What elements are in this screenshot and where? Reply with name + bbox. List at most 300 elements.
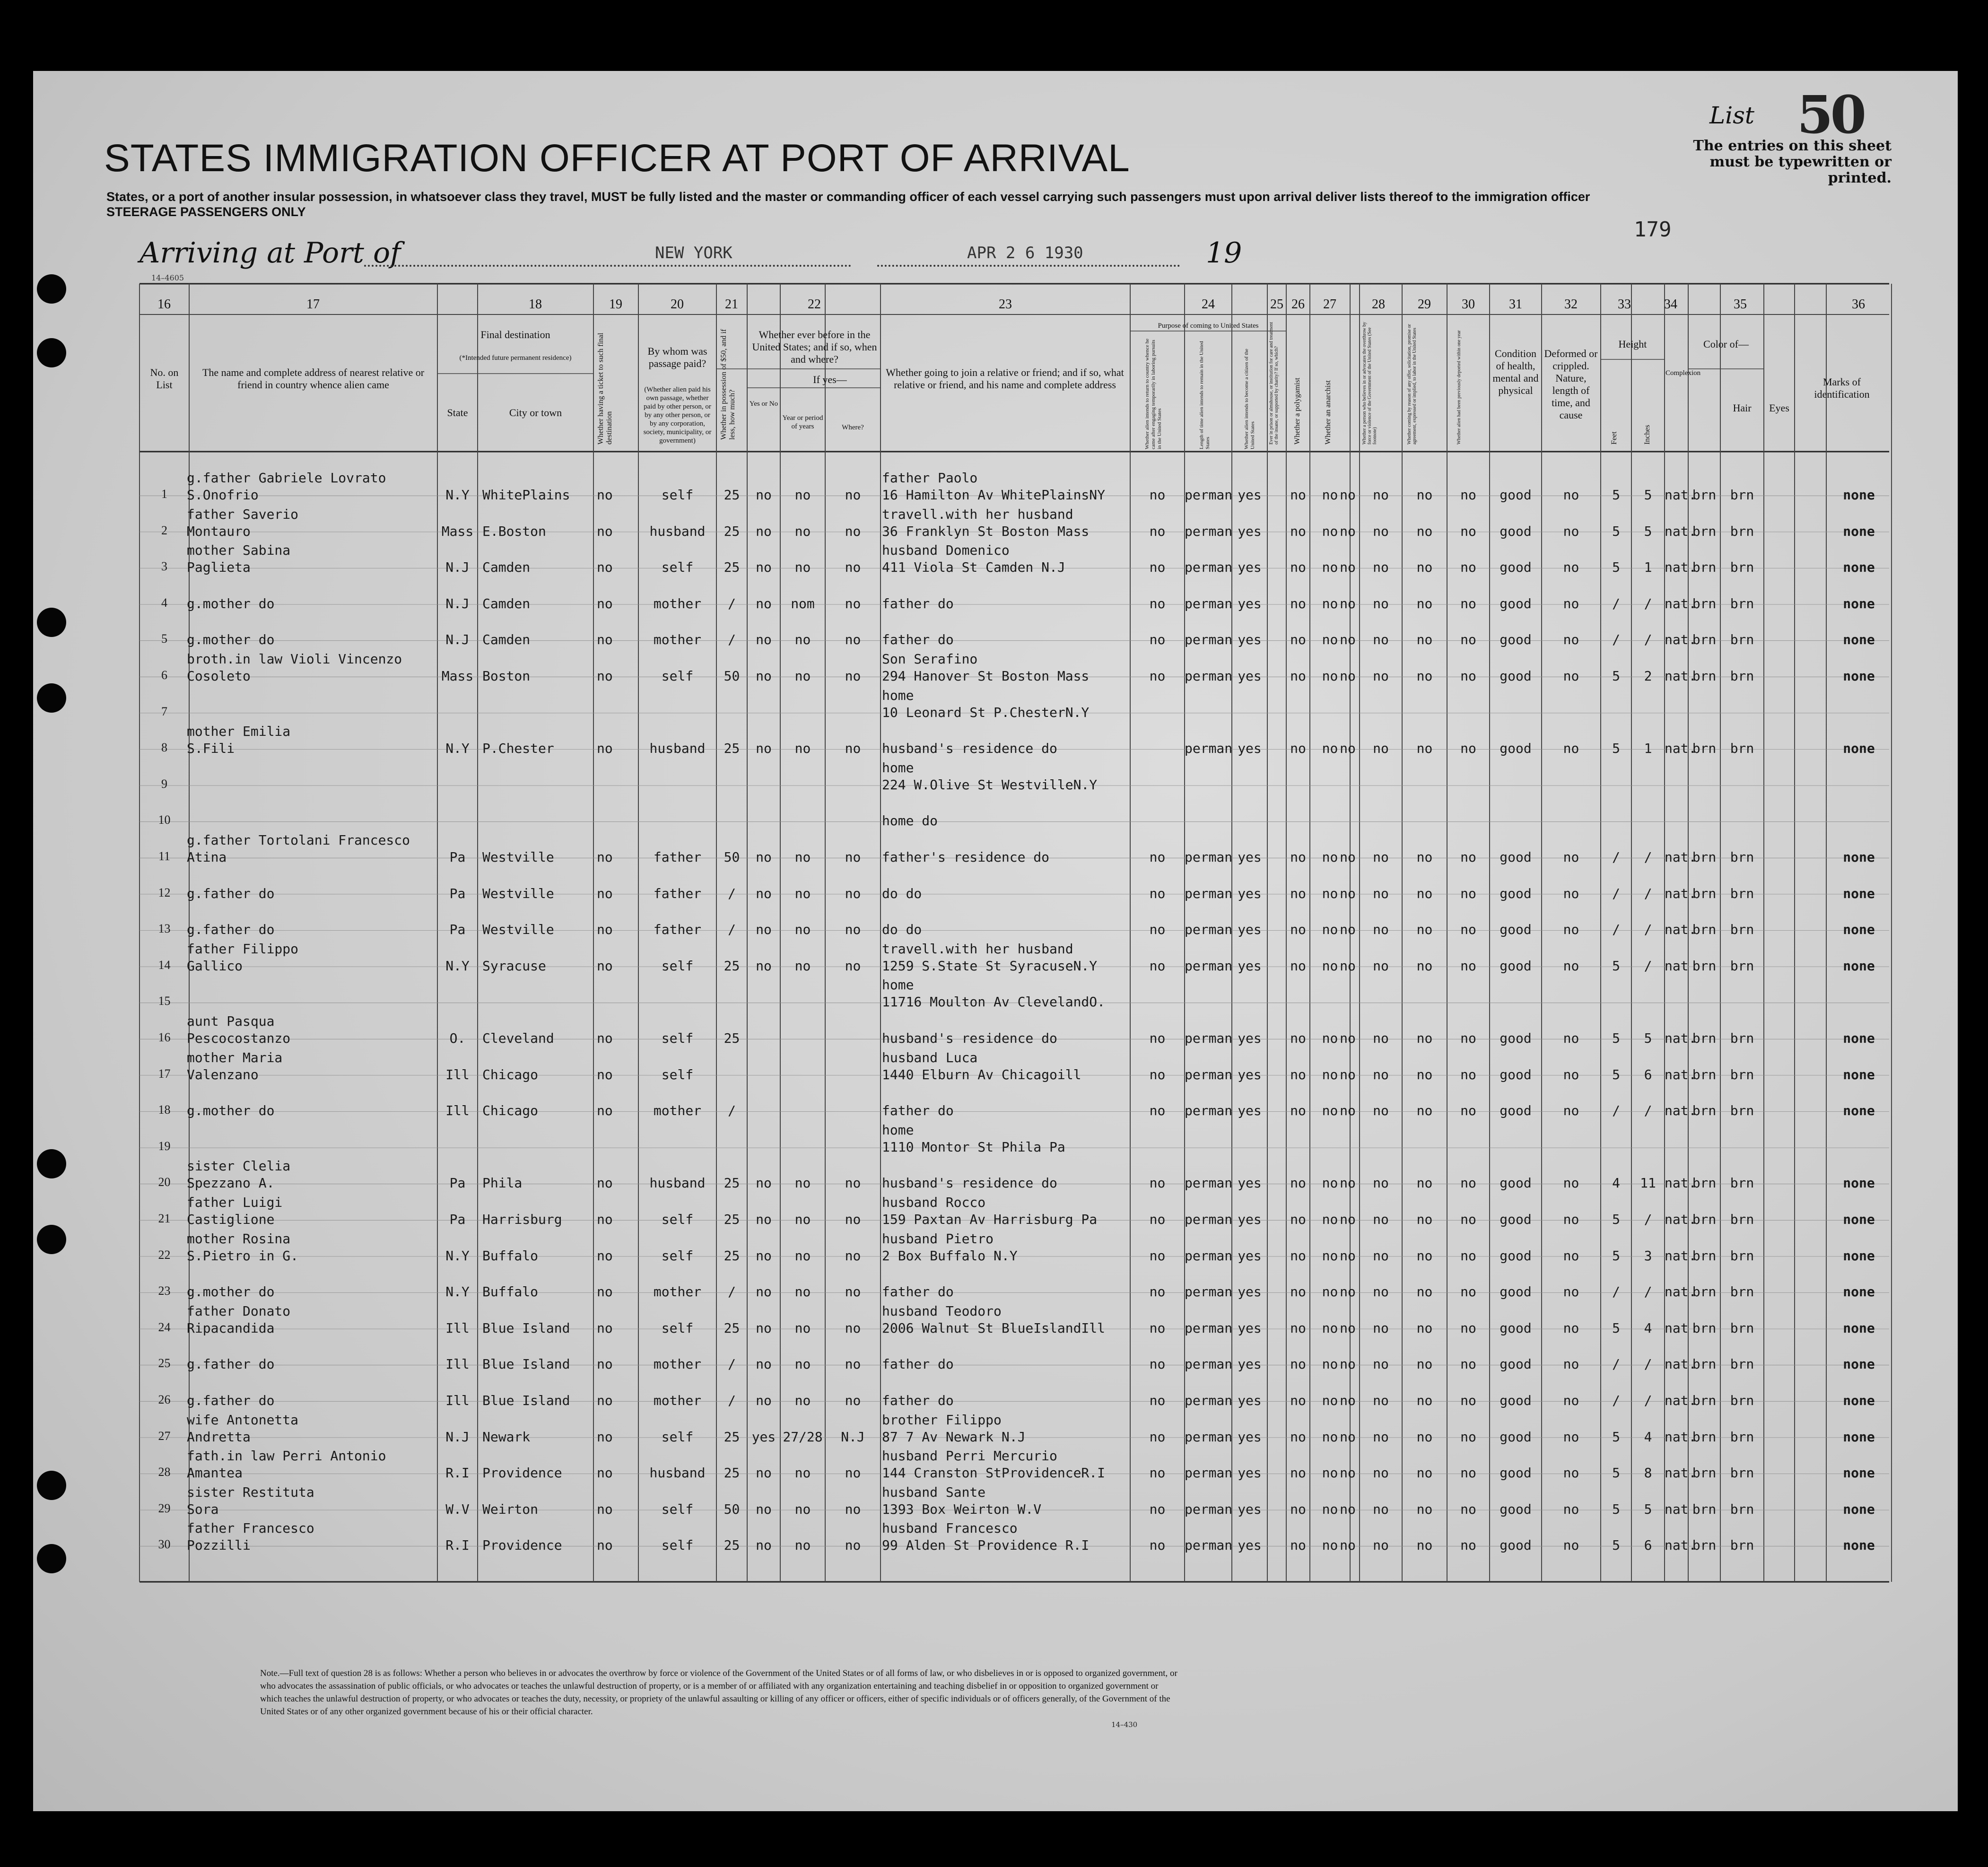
- hair-cell: brn: [1692, 1501, 1717, 1517]
- inches-cell: /: [1644, 849, 1652, 865]
- marks-cell: none: [1843, 1320, 1875, 1336]
- row-number: 17: [158, 1066, 171, 1081]
- inches-cell: /: [1644, 595, 1652, 611]
- marks-cell: none: [1843, 1284, 1875, 1300]
- before-cell: no: [756, 741, 772, 757]
- deformed-cell: no: [1563, 1248, 1579, 1264]
- anarchist-cell: no: [1340, 1393, 1356, 1408]
- paid-cell: self: [661, 1537, 694, 1553]
- money-cell: 25: [724, 1465, 740, 1481]
- health-cell: good: [1500, 1429, 1532, 1445]
- column-number: 29: [1418, 297, 1431, 312]
- where-cell: no: [845, 885, 861, 901]
- relative-line2: g.mother do: [187, 632, 275, 648]
- paid-cell: father: [653, 885, 702, 901]
- column-number: 36: [1852, 297, 1865, 312]
- city-cell: Cleveland: [482, 1030, 554, 1046]
- col28-cell: no: [1373, 1393, 1389, 1408]
- col25-cell: no: [1290, 523, 1306, 539]
- city-cell: Camden: [482, 632, 531, 648]
- ticket-cell: no: [597, 741, 613, 757]
- eyes-cell: brn: [1730, 1465, 1754, 1481]
- column-number: 30: [1462, 297, 1475, 312]
- arriving-label: Arriving at Port of: [140, 236, 401, 270]
- feet-cell: 5: [1612, 1429, 1620, 1445]
- length-cell: perman: [1185, 632, 1233, 648]
- citizen-cell: yes: [1238, 922, 1262, 938]
- feet-cell: /: [1612, 849, 1620, 865]
- health-cell: good: [1500, 1356, 1532, 1372]
- city-header: City or town: [509, 407, 562, 419]
- health-cell: good: [1500, 1501, 1532, 1517]
- form-number: 14–4605: [151, 273, 184, 282]
- length-cell: perman: [1185, 1066, 1233, 1082]
- col28-cell: no: [1373, 1501, 1389, 1517]
- years-cell: no: [794, 632, 811, 648]
- years-cell: no: [794, 1212, 811, 1227]
- complexion-cell: nat.: [1665, 487, 1697, 503]
- col30-cell: no: [1460, 1066, 1476, 1082]
- polygamist-cell: no: [1322, 668, 1338, 684]
- anarchist-cell: no: [1340, 487, 1356, 503]
- city-cell: Harrisburg: [482, 1212, 562, 1227]
- temp-cell: no: [1149, 1393, 1166, 1408]
- relative-line1: mother Maria: [187, 1049, 283, 1065]
- paid-cell: self: [661, 1429, 694, 1445]
- years-cell: no: [794, 523, 811, 539]
- col30-cell: no: [1460, 487, 1476, 503]
- eyes-cell: brn: [1730, 632, 1754, 648]
- col25-cell: no: [1290, 1030, 1306, 1046]
- polygamist-cell: no: [1322, 523, 1338, 539]
- city-cell: Blue Island: [482, 1393, 570, 1408]
- anarchist-cell: no: [1340, 1066, 1356, 1082]
- inches-cell: 2: [1644, 668, 1652, 684]
- join-line2: father do: [882, 1393, 954, 1408]
- purpose-a-header: Whether alien intends to return to country whence he came after engaging temporarily in laboring pursuits in the United States: [1144, 339, 1162, 449]
- col28-cell: no: [1373, 1066, 1389, 1082]
- join-line2: father do: [882, 1103, 954, 1119]
- relative-line1: aunt Pasqua: [187, 1013, 275, 1029]
- paid-cell: self: [661, 1030, 694, 1046]
- health-cell: good: [1500, 595, 1532, 611]
- height-header: Height: [1618, 338, 1647, 350]
- join-line2: 10 Leonard St P.ChesterN.Y: [882, 704, 1090, 720]
- complexion-cell: nat.: [1665, 668, 1697, 684]
- where-cell: no: [845, 523, 861, 539]
- ticket-cell: no: [597, 958, 613, 974]
- citizen-cell: yes: [1238, 487, 1262, 503]
- complexion-cell: nat: [1665, 958, 1689, 974]
- money-cell: 25: [724, 523, 740, 539]
- ticket-cell: no: [597, 1030, 613, 1046]
- row-number: 8: [161, 741, 167, 755]
- feet-cell: /: [1612, 1356, 1620, 1372]
- polygamist-cell: no: [1322, 922, 1338, 938]
- page-title: STATES IMMIGRATION OFFICER AT PORT OF ARRIVAL: [104, 137, 1130, 180]
- yes-no-header: Yes or No: [749, 400, 778, 408]
- hair-cell: brn: [1692, 885, 1717, 901]
- col25-cell: no: [1290, 1175, 1306, 1191]
- anarchist-cell: no: [1340, 1175, 1356, 1191]
- health-cell: good: [1500, 922, 1532, 938]
- paid-cell: self: [661, 1248, 694, 1264]
- state-cell: W.V: [445, 1501, 470, 1517]
- hair-cell: brn: [1692, 741, 1717, 757]
- anarchist-cell: no: [1340, 922, 1356, 938]
- health-cell: good: [1500, 958, 1532, 974]
- hair-cell: brn: [1692, 1465, 1717, 1481]
- deformed-cell: no: [1563, 1284, 1579, 1300]
- inches-header: Inches: [1643, 425, 1651, 445]
- hair-cell: brn: [1692, 559, 1717, 576]
- col25-cell: no: [1290, 1356, 1306, 1372]
- where-header: Where?: [842, 424, 864, 431]
- health-cell: good: [1500, 1320, 1532, 1336]
- anarchist-cell: no: [1340, 668, 1356, 684]
- state-cell: Pa: [449, 885, 466, 901]
- inches-cell: 5: [1644, 523, 1652, 539]
- join-line1: travell.with her husband: [882, 506, 1073, 522]
- state-cell: Pa: [449, 849, 466, 865]
- state-cell: Mass: [441, 668, 474, 684]
- relative-line2: Valenzano: [187, 1066, 259, 1082]
- feet-cell: 5: [1612, 1248, 1620, 1264]
- health-cell: good: [1500, 632, 1532, 648]
- health-header: Condition of health, mental and physical: [1492, 348, 1539, 396]
- col30-cell: no: [1460, 1212, 1476, 1227]
- complexion-cell: nat.: [1665, 885, 1697, 901]
- length-cell: perman: [1185, 1175, 1233, 1191]
- col28-cell: no: [1373, 1212, 1389, 1227]
- join-line2: 16 Hamilton Av WhitePlainsNY: [882, 487, 1106, 503]
- relative-line2: S.Fili: [187, 741, 235, 757]
- temp-cell: no: [1149, 1030, 1166, 1046]
- relative-line1: g.father Tortolani Francesco: [187, 832, 410, 848]
- feet-cell: 5: [1612, 958, 1620, 974]
- relative-line2: Montauro: [187, 523, 251, 539]
- col30-cell: no: [1460, 559, 1476, 576]
- polygamist-cell: no: [1322, 885, 1338, 901]
- row-number: 15: [158, 994, 171, 1008]
- col25-cell: no: [1290, 1066, 1306, 1082]
- relative-line2: Andretta: [187, 1429, 251, 1445]
- temp-cell: no: [1149, 1356, 1166, 1372]
- feet-cell: 5: [1612, 523, 1620, 539]
- arrival-date: APR 2 6 1930: [967, 244, 1083, 262]
- year-period-header: Year or period of years: [782, 414, 823, 430]
- anarchist-cell: no: [1340, 595, 1356, 611]
- paid-cell: mother: [653, 632, 702, 648]
- deformed-cell: no: [1563, 885, 1579, 901]
- ticket-header: Whether having a ticket to such final destination: [597, 332, 613, 445]
- eyes-cell: brn: [1730, 668, 1754, 684]
- list-note: The entries on this sheet must be typewritten or printed.: [1693, 138, 1892, 186]
- relative-line1: broth.in law Violi Vincenzo: [187, 651, 402, 667]
- col30-cell: no: [1460, 1501, 1476, 1517]
- column-number: 33: [1618, 297, 1631, 312]
- feet-cell: 4: [1612, 1175, 1620, 1191]
- row-number: 28: [158, 1465, 171, 1479]
- hair-header: Hair: [1733, 402, 1752, 414]
- col25-cell: no: [1290, 741, 1306, 757]
- relative-line2: S.Onofrio: [187, 487, 259, 503]
- city-cell: Buffalo: [482, 1248, 539, 1264]
- row-number: 5: [161, 632, 167, 646]
- deformed-header: Deformed or crippled. Nature, length of time, and cause: [1544, 348, 1598, 421]
- complexion-cell: nat.: [1665, 559, 1697, 576]
- before-cell: no: [756, 958, 772, 974]
- row-number: 2: [161, 523, 167, 537]
- col29-cell: no: [1416, 487, 1433, 503]
- before-cell: no: [756, 1393, 772, 1408]
- complexion-cell: nat.: [1665, 1030, 1697, 1046]
- anarchist-cell: no: [1340, 632, 1356, 648]
- years-cell: no: [794, 1356, 811, 1372]
- marks-cell: none: [1843, 741, 1875, 757]
- anarchist-cell: no: [1340, 1212, 1356, 1227]
- temp-cell: no: [1149, 1066, 1166, 1082]
- feet-cell: 5: [1612, 1212, 1620, 1227]
- col29-cell: no: [1416, 1175, 1433, 1191]
- hair-cell: brn: [1692, 1212, 1717, 1227]
- complexion-cell: nat: [1665, 1501, 1689, 1517]
- join-line2: husband's residence do: [882, 1030, 1057, 1046]
- years-cell: nom: [791, 595, 815, 611]
- where-cell: no: [845, 1320, 861, 1336]
- where-cell: no: [845, 595, 861, 611]
- col28-cell: no: [1373, 487, 1389, 503]
- where-cell: no: [845, 632, 861, 648]
- joining-header: Whether going to join a relative or friend; and if so, what relative or friend, and his name and complete address: [886, 366, 1124, 391]
- health-cell: good: [1500, 1393, 1532, 1408]
- temp-cell: no: [1149, 1429, 1166, 1445]
- col30-cell: no: [1460, 922, 1476, 938]
- deformed-cell: no: [1563, 632, 1579, 648]
- ticket-cell: no: [597, 1066, 613, 1082]
- col30-cell: no: [1460, 1175, 1476, 1191]
- health-cell: good: [1500, 885, 1532, 901]
- marks-cell: none: [1843, 559, 1875, 576]
- deformed-cell: no: [1563, 1501, 1579, 1517]
- money-cell: 50: [724, 1501, 740, 1517]
- inches-cell: /: [1644, 1103, 1652, 1119]
- join-line1: father Paolo: [882, 470, 978, 486]
- state-cell: Ill: [445, 1320, 470, 1336]
- years-cell: no: [794, 1320, 811, 1336]
- col25-cell: no: [1290, 632, 1306, 648]
- marks-cell: none: [1843, 487, 1875, 503]
- join-line2: father do: [882, 1356, 954, 1372]
- col28-header: Whether a person who believes in or advocates the overthrow by force or violence of the Government of the United States (See footnote): [1362, 322, 1378, 445]
- temp-cell: no: [1149, 595, 1166, 611]
- relative-line1: father Luigi: [187, 1195, 283, 1210]
- anarchist-cell: no: [1340, 1284, 1356, 1300]
- purpose-header: Purpose of coming to United States: [1158, 322, 1259, 330]
- feet-cell: 5: [1612, 487, 1620, 503]
- complexion-cell: nat.: [1665, 922, 1697, 938]
- state-cell: Mass: [441, 523, 474, 539]
- money-cell: /: [728, 1284, 736, 1300]
- relative-line2: Atina: [187, 849, 227, 865]
- anarchist-cell: no: [1340, 1030, 1356, 1046]
- paid-cell: self: [661, 958, 694, 974]
- length-cell: perman: [1185, 668, 1233, 684]
- polygamist-cell: no: [1322, 1393, 1338, 1408]
- anarchist-cell: no: [1340, 958, 1356, 974]
- inches-cell: 6: [1644, 1537, 1652, 1553]
- col28-cell: no: [1373, 1356, 1389, 1372]
- money-cell: 25: [724, 1030, 740, 1046]
- feet-cell: /: [1612, 595, 1620, 611]
- ticket-cell: no: [597, 1393, 613, 1408]
- list-label: List: [1709, 102, 1754, 129]
- relative-line2: Ripacandida: [187, 1320, 275, 1336]
- paid-cell: husband: [649, 1465, 706, 1481]
- before-cell: no: [756, 1212, 772, 1227]
- paid-cell: husband: [649, 1175, 706, 1191]
- where-cell: no: [845, 741, 861, 757]
- years-cell: no: [794, 668, 811, 684]
- deformed-cell: no: [1563, 1465, 1579, 1481]
- citizen-cell: yes: [1238, 1248, 1262, 1264]
- join-line1: husband Domenico: [882, 542, 1010, 558]
- length-cell: perman: [1185, 1248, 1233, 1264]
- deformed-cell: no: [1563, 1356, 1579, 1372]
- before-cell: no: [756, 487, 772, 503]
- final-destination-note: (*Intended future permanent residence): [459, 354, 572, 362]
- before-cell: no: [756, 559, 772, 576]
- anarchist-cell: no: [1340, 1537, 1356, 1553]
- before-cell: no: [756, 885, 772, 901]
- city-cell: Phila: [482, 1175, 523, 1191]
- state-cell: N.Y: [445, 1248, 470, 1264]
- header-note-line2: STEERAGE PASSENGERS ONLY: [106, 205, 306, 219]
- col29-cell: no: [1416, 632, 1433, 648]
- length-cell: perman: [1185, 523, 1233, 539]
- join-line2: 2 Box Buffalo N.Y: [882, 1248, 1018, 1264]
- citizen-cell: yes: [1238, 1175, 1262, 1191]
- col25-cell: no: [1290, 668, 1306, 684]
- column-number: 26: [1291, 297, 1305, 312]
- relative-line2: Cosoleto: [187, 668, 251, 684]
- inches-cell: /: [1644, 885, 1652, 901]
- years-cell: no: [794, 1501, 811, 1517]
- money-cell: /: [728, 885, 736, 901]
- eyes-cell: brn: [1730, 1393, 1754, 1408]
- column-number: 35: [1734, 297, 1747, 312]
- eyes-header: Eyes: [1769, 402, 1789, 414]
- city-cell: Blue Island: [482, 1320, 570, 1336]
- length-cell: perman: [1185, 559, 1233, 576]
- where-cell: no: [845, 1465, 861, 1481]
- col29-cell: no: [1416, 1465, 1433, 1481]
- city-cell: Providence: [482, 1537, 562, 1553]
- row-number: 18: [158, 1103, 171, 1117]
- before-cell: no: [756, 595, 772, 611]
- city-cell: P.Chester: [482, 741, 554, 757]
- column-number: 21: [725, 297, 738, 312]
- state-cell: N.J: [445, 595, 470, 611]
- marks-cell: none: [1843, 668, 1875, 684]
- col28-cell: no: [1373, 849, 1389, 865]
- row-number: 23: [158, 1284, 171, 1298]
- paid-cell: self: [661, 487, 694, 503]
- col25-cell: no: [1290, 922, 1306, 938]
- join-line2: 294 Hanover St Boston Mass: [882, 668, 1090, 684]
- length-cell: perman: [1185, 849, 1233, 865]
- eyes-cell: brn: [1730, 1248, 1754, 1264]
- join-line2: do do: [882, 922, 922, 938]
- money-cell: 25: [724, 1248, 740, 1264]
- money-cell: /: [728, 922, 736, 938]
- col28-cell: no: [1373, 885, 1389, 901]
- where-cell: no: [845, 559, 861, 576]
- col25-cell: no: [1290, 1212, 1306, 1227]
- col29-cell: no: [1416, 1320, 1433, 1336]
- col30-cell: no: [1460, 1465, 1476, 1481]
- where-cell: no: [845, 1284, 861, 1300]
- health-cell: good: [1500, 523, 1532, 539]
- col30-cell: no: [1460, 1537, 1476, 1553]
- years-cell: no: [794, 487, 811, 503]
- city-cell: Chicago: [482, 1066, 539, 1082]
- polygamist-cell: no: [1322, 1537, 1338, 1553]
- before-cell: no: [756, 1320, 772, 1336]
- polygamist-header: Whether a polygamist: [1293, 377, 1301, 445]
- health-cell: good: [1500, 741, 1532, 757]
- complexion-cell: nat.: [1665, 1284, 1697, 1300]
- anarchist-cell: no: [1340, 1320, 1356, 1336]
- join-line1: brother Filippo: [882, 1412, 1002, 1428]
- inches-cell: 3: [1644, 1248, 1652, 1264]
- state-cell: N.J: [445, 559, 470, 576]
- relative-line2: g.father do: [187, 1393, 275, 1408]
- paid-cell: self: [661, 1501, 694, 1517]
- column-number: 32: [1564, 297, 1578, 312]
- temp-cell: no: [1149, 1465, 1166, 1481]
- polygamist-cell: no: [1322, 1320, 1338, 1336]
- marks-cell: none: [1843, 1066, 1875, 1082]
- city-cell: Chicago: [482, 1103, 539, 1119]
- col28-cell: no: [1373, 595, 1389, 611]
- col30-cell: no: [1460, 632, 1476, 648]
- where-cell: no: [845, 849, 861, 865]
- row-number: 30: [158, 1537, 171, 1552]
- complexion-cell: nat.: [1665, 1429, 1697, 1445]
- col30-cell: no: [1460, 1320, 1476, 1336]
- hair-cell: brn: [1692, 1103, 1717, 1119]
- state-cell: N.J: [445, 1429, 470, 1445]
- eyes-cell: brn: [1730, 1212, 1754, 1227]
- col29-cell: no: [1416, 741, 1433, 757]
- hair-cell: brn: [1692, 849, 1717, 865]
- complexion-header: Complexion: [1665, 369, 1701, 377]
- col25-cell: no: [1290, 849, 1306, 865]
- relative-line2: Pozzilli: [187, 1537, 251, 1553]
- inches-cell: 5: [1644, 1501, 1652, 1517]
- col25-cell: no: [1290, 1537, 1306, 1553]
- row-number: 25: [158, 1356, 171, 1370]
- feet-cell: /: [1612, 922, 1620, 938]
- column-number: 24: [1202, 297, 1215, 312]
- join-line1: home: [882, 687, 914, 703]
- col25-cell: no: [1290, 885, 1306, 901]
- col30-cell: no: [1460, 1248, 1476, 1264]
- complexion-cell: nat.: [1665, 849, 1697, 865]
- relative-line1: father Saverio: [187, 506, 299, 522]
- join-line2: husband's residence do: [882, 1175, 1057, 1191]
